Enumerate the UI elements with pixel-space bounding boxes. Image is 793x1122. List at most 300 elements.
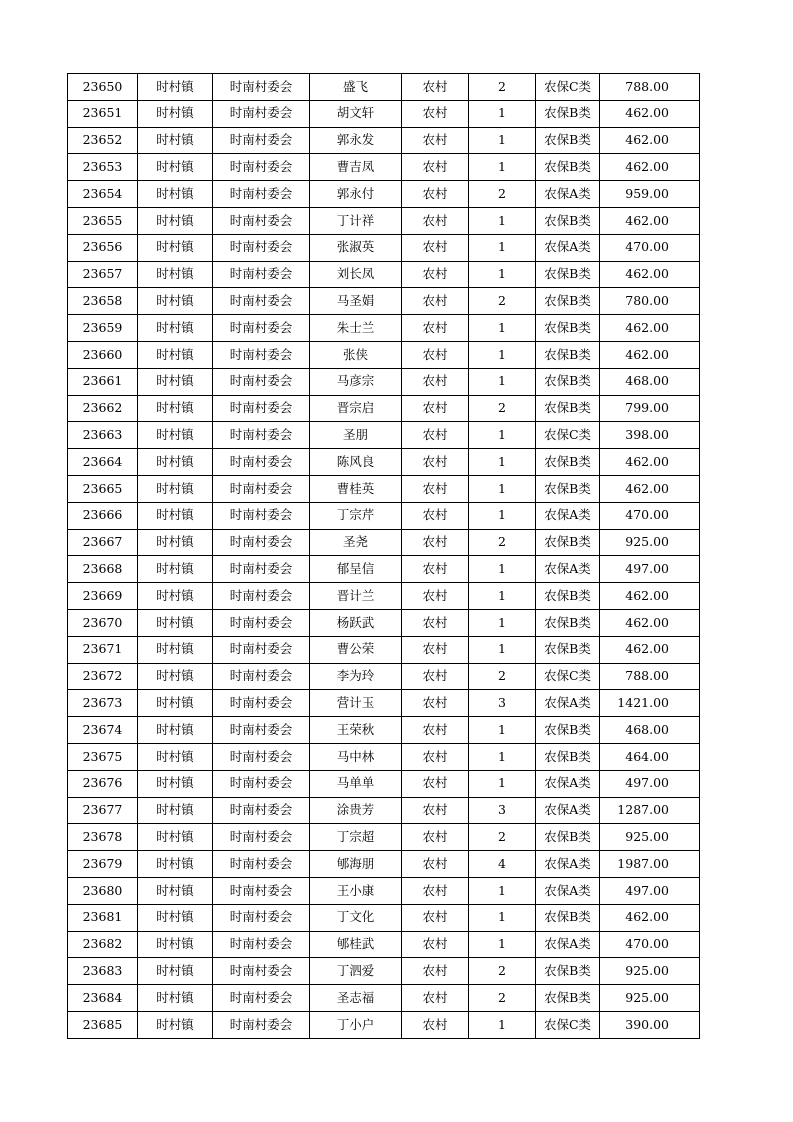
insurance-category-cell: 农保B类 (536, 395, 600, 422)
table-row (68, 690, 700, 717)
table-row (68, 261, 700, 288)
area-type-cell: 农村 (402, 422, 469, 449)
table-row (68, 502, 700, 529)
village-committee-cell: 时南村委会 (213, 609, 310, 636)
record-id-cell: 23662 (68, 395, 138, 422)
town-cell: 时村镇 (138, 100, 213, 127)
record-id-cell: 23651 (68, 100, 138, 127)
record-id-cell: 23677 (68, 797, 138, 824)
household-size-cell: 1 (469, 583, 536, 610)
amount-cell: 1287.00 (600, 797, 700, 824)
town-cell: 时村镇 (138, 529, 213, 556)
village-committee-cell: 时南村委会 (213, 261, 310, 288)
table-row (68, 904, 700, 931)
insurance-category-cell: 农保B类 (536, 743, 600, 770)
table-row (68, 636, 700, 663)
table-row (68, 583, 700, 610)
record-id-cell: 23658 (68, 288, 138, 315)
amount-cell: 462.00 (600, 475, 700, 502)
table-row (68, 743, 700, 770)
area-type-cell: 农村 (402, 181, 469, 208)
table-row (68, 127, 700, 154)
village-committee-cell: 时南村委会 (213, 74, 310, 101)
amount-cell: 390.00 (600, 1011, 700, 1038)
village-committee-cell: 时南村委会 (213, 502, 310, 529)
town-cell: 时村镇 (138, 288, 213, 315)
town-cell: 时村镇 (138, 877, 213, 904)
insurance-category-cell: 农保B类 (536, 154, 600, 181)
record-id-cell: 23671 (68, 636, 138, 663)
record-id-cell: 23683 (68, 958, 138, 985)
amount-cell: 799.00 (600, 395, 700, 422)
town-cell: 时村镇 (138, 341, 213, 368)
table-row (68, 985, 700, 1012)
town-cell: 时村镇 (138, 636, 213, 663)
name-cell: 郭永付 (310, 181, 402, 208)
amount-cell: 925.00 (600, 985, 700, 1012)
village-committee-cell: 时南村委会 (213, 824, 310, 851)
record-id-cell: 23655 (68, 207, 138, 234)
area-type-cell: 农村 (402, 904, 469, 931)
name-cell: 郇桂武 (310, 931, 402, 958)
village-committee-cell: 时南村委会 (213, 958, 310, 985)
amount-cell: 788.00 (600, 74, 700, 101)
town-cell: 时村镇 (138, 207, 213, 234)
insurance-category-cell: 农保C类 (536, 663, 600, 690)
household-size-cell: 1 (469, 315, 536, 342)
insurance-category-cell: 农保B类 (536, 100, 600, 127)
amount-cell: 398.00 (600, 422, 700, 449)
area-type-cell: 农村 (402, 931, 469, 958)
table-row (68, 341, 700, 368)
village-committee-cell: 时南村委会 (213, 288, 310, 315)
insurance-category-cell: 农保A类 (536, 502, 600, 529)
amount-cell: 1987.00 (600, 851, 700, 878)
town-cell: 时村镇 (138, 824, 213, 851)
village-committee-cell: 时南村委会 (213, 985, 310, 1012)
name-cell: 张淑英 (310, 234, 402, 261)
amount-cell: 462.00 (600, 341, 700, 368)
household-size-cell: 1 (469, 422, 536, 449)
record-id-cell: 23682 (68, 931, 138, 958)
town-cell: 时村镇 (138, 931, 213, 958)
village-committee-cell: 时南村委会 (213, 207, 310, 234)
record-id-cell: 23661 (68, 368, 138, 395)
town-cell: 时村镇 (138, 690, 213, 717)
area-type-cell: 农村 (402, 315, 469, 342)
town-cell: 时村镇 (138, 851, 213, 878)
village-committee-cell: 时南村委会 (213, 770, 310, 797)
name-cell: 杨跃武 (310, 609, 402, 636)
town-cell: 时村镇 (138, 663, 213, 690)
household-size-cell: 1 (469, 717, 536, 744)
household-size-cell: 1 (469, 234, 536, 261)
household-size-cell: 2 (469, 824, 536, 851)
insurance-category-cell: 农保C类 (536, 422, 600, 449)
name-cell: 丁文化 (310, 904, 402, 931)
table-row (68, 663, 700, 690)
name-cell: 涂贵芳 (310, 797, 402, 824)
area-type-cell: 农村 (402, 475, 469, 502)
town-cell: 时村镇 (138, 556, 213, 583)
area-type-cell: 农村 (402, 770, 469, 797)
table-row (68, 234, 700, 261)
village-committee-cell: 时南村委会 (213, 154, 310, 181)
record-id-cell: 23668 (68, 556, 138, 583)
insurance-category-cell: 农保B类 (536, 529, 600, 556)
village-committee-cell: 时南村委会 (213, 583, 310, 610)
village-committee-cell: 时南村委会 (213, 449, 310, 476)
amount-cell: 1421.00 (600, 690, 700, 717)
table-row (68, 851, 700, 878)
table-row (68, 931, 700, 958)
town-cell: 时村镇 (138, 502, 213, 529)
name-cell: 马单单 (310, 770, 402, 797)
area-type-cell: 农村 (402, 368, 469, 395)
area-type-cell: 农村 (402, 502, 469, 529)
amount-cell: 470.00 (600, 234, 700, 261)
amount-cell: 470.00 (600, 502, 700, 529)
town-cell: 时村镇 (138, 261, 213, 288)
record-id-cell: 23650 (68, 74, 138, 101)
record-id-cell: 23660 (68, 341, 138, 368)
town-cell: 时村镇 (138, 181, 213, 208)
household-size-cell: 1 (469, 207, 536, 234)
name-cell: 丁泗爱 (310, 958, 402, 985)
town-cell: 时村镇 (138, 368, 213, 395)
household-size-cell: 1 (469, 368, 536, 395)
insurance-category-cell: 农保A类 (536, 770, 600, 797)
household-size-cell: 1 (469, 743, 536, 770)
amount-cell: 925.00 (600, 529, 700, 556)
area-type-cell: 农村 (402, 154, 469, 181)
record-id-cell: 23656 (68, 234, 138, 261)
table-row (68, 315, 700, 342)
record-id-cell: 23678 (68, 824, 138, 851)
insurance-category-cell: 农保A类 (536, 181, 600, 208)
name-cell: 曹吉凤 (310, 154, 402, 181)
insurance-category-cell: 农保A类 (536, 931, 600, 958)
record-id-cell: 23667 (68, 529, 138, 556)
amount-cell: 462.00 (600, 207, 700, 234)
household-size-cell: 1 (469, 261, 536, 288)
area-type-cell: 农村 (402, 529, 469, 556)
insurance-category-cell: 农保C类 (536, 74, 600, 101)
household-size-cell: 1 (469, 502, 536, 529)
amount-cell: 462.00 (600, 127, 700, 154)
area-type-cell: 农村 (402, 851, 469, 878)
village-committee-cell: 时南村委会 (213, 797, 310, 824)
name-cell: 李为玲 (310, 663, 402, 690)
area-type-cell: 农村 (402, 261, 469, 288)
village-committee-cell: 时南村委会 (213, 663, 310, 690)
insurance-category-cell: 农保B类 (536, 717, 600, 744)
name-cell: 圣尧 (310, 529, 402, 556)
village-committee-cell: 时南村委会 (213, 181, 310, 208)
table-row (68, 770, 700, 797)
record-id-cell: 23685 (68, 1011, 138, 1038)
insurance-category-cell: 农保B类 (536, 127, 600, 154)
record-id-cell: 23666 (68, 502, 138, 529)
record-id-cell: 23684 (68, 985, 138, 1012)
record-id-cell: 23675 (68, 743, 138, 770)
household-size-cell: 1 (469, 341, 536, 368)
village-committee-cell: 时南村委会 (213, 422, 310, 449)
insurance-category-cell: 农保B类 (536, 475, 600, 502)
name-cell: 丁小户 (310, 1011, 402, 1038)
insurance-category-cell: 农保B类 (536, 261, 600, 288)
town-cell: 时村镇 (138, 475, 213, 502)
village-committee-cell: 时南村委会 (213, 100, 310, 127)
village-committee-cell: 时南村委会 (213, 690, 310, 717)
record-id-cell: 23654 (68, 181, 138, 208)
village-committee-cell: 时南村委会 (213, 851, 310, 878)
household-size-cell: 1 (469, 770, 536, 797)
village-committee-cell: 时南村委会 (213, 556, 310, 583)
name-cell: 胡文轩 (310, 100, 402, 127)
table-row (68, 288, 700, 315)
record-id-cell: 23674 (68, 717, 138, 744)
area-type-cell: 农村 (402, 958, 469, 985)
record-id-cell: 23681 (68, 904, 138, 931)
insurance-category-cell: 农保A类 (536, 690, 600, 717)
household-size-cell: 1 (469, 877, 536, 904)
insurance-category-cell: 农保A类 (536, 234, 600, 261)
amount-cell: 462.00 (600, 449, 700, 476)
area-type-cell: 农村 (402, 717, 469, 744)
town-cell: 时村镇 (138, 74, 213, 101)
household-size-cell: 2 (469, 288, 536, 315)
town-cell: 时村镇 (138, 422, 213, 449)
name-cell: 郭永发 (310, 127, 402, 154)
amount-cell: 462.00 (600, 904, 700, 931)
town-cell: 时村镇 (138, 797, 213, 824)
household-size-cell: 3 (469, 690, 536, 717)
amount-cell: 497.00 (600, 877, 700, 904)
table-row (68, 422, 700, 449)
village-committee-cell: 时南村委会 (213, 931, 310, 958)
record-id-cell: 23657 (68, 261, 138, 288)
name-cell: 营计玉 (310, 690, 402, 717)
name-cell: 丁计祥 (310, 207, 402, 234)
name-cell: 晋计兰 (310, 583, 402, 610)
name-cell: 曹公荣 (310, 636, 402, 663)
table-row (68, 609, 700, 636)
name-cell: 圣朋 (310, 422, 402, 449)
insurance-category-cell: 农保B类 (536, 824, 600, 851)
area-type-cell: 农村 (402, 449, 469, 476)
amount-cell: 462.00 (600, 100, 700, 127)
table-row (68, 207, 700, 234)
household-size-cell: 1 (469, 1011, 536, 1038)
amount-cell: 462.00 (600, 315, 700, 342)
name-cell: 朱士兰 (310, 315, 402, 342)
household-size-cell: 1 (469, 127, 536, 154)
amount-cell: 959.00 (600, 181, 700, 208)
table-row (68, 181, 700, 208)
table-row (68, 395, 700, 422)
area-type-cell: 农村 (402, 583, 469, 610)
area-type-cell: 农村 (402, 743, 469, 770)
village-committee-cell: 时南村委会 (213, 315, 310, 342)
town-cell: 时村镇 (138, 904, 213, 931)
table-row (68, 154, 700, 181)
household-size-cell: 1 (469, 556, 536, 583)
area-type-cell: 农村 (402, 824, 469, 851)
village-committee-cell: 时南村委会 (213, 743, 310, 770)
table-row (68, 824, 700, 851)
name-cell: 郁呈信 (310, 556, 402, 583)
record-id-cell: 23659 (68, 315, 138, 342)
household-size-cell: 2 (469, 529, 536, 556)
name-cell: 刘长凤 (310, 261, 402, 288)
town-cell: 时村镇 (138, 395, 213, 422)
table-row (68, 958, 700, 985)
table-row (68, 475, 700, 502)
village-committee-cell: 时南村委会 (213, 904, 310, 931)
insurance-category-cell: 农保A类 (536, 877, 600, 904)
amount-cell: 780.00 (600, 288, 700, 315)
name-cell: 马中林 (310, 743, 402, 770)
area-type-cell: 农村 (402, 609, 469, 636)
amount-cell: 462.00 (600, 261, 700, 288)
amount-cell: 462.00 (600, 609, 700, 636)
roster-table (67, 73, 700, 1039)
insurance-category-cell: 农保B类 (536, 368, 600, 395)
insurance-category-cell: 农保B类 (536, 288, 600, 315)
insurance-category-cell: 农保B类 (536, 449, 600, 476)
area-type-cell: 农村 (402, 395, 469, 422)
name-cell: 王荣秋 (310, 717, 402, 744)
record-id-cell: 23679 (68, 851, 138, 878)
amount-cell: 497.00 (600, 770, 700, 797)
household-size-cell: 2 (469, 958, 536, 985)
insurance-category-cell: 农保B类 (536, 207, 600, 234)
town-cell: 时村镇 (138, 743, 213, 770)
insurance-category-cell: 农保B类 (536, 958, 600, 985)
household-size-cell: 2 (469, 74, 536, 101)
town-cell: 时村镇 (138, 717, 213, 744)
insurance-category-cell: 农保B类 (536, 609, 600, 636)
table-row (68, 797, 700, 824)
insurance-category-cell: 农保B类 (536, 636, 600, 663)
area-type-cell: 农村 (402, 1011, 469, 1038)
amount-cell: 470.00 (600, 931, 700, 958)
area-type-cell: 农村 (402, 556, 469, 583)
record-id-cell: 23673 (68, 690, 138, 717)
town-cell: 时村镇 (138, 985, 213, 1012)
village-committee-cell: 时南村委会 (213, 127, 310, 154)
area-type-cell: 农村 (402, 127, 469, 154)
record-id-cell: 23672 (68, 663, 138, 690)
name-cell: 陈风良 (310, 449, 402, 476)
village-committee-cell: 时南村委会 (213, 1011, 310, 1038)
amount-cell: 497.00 (600, 556, 700, 583)
table-row (68, 877, 700, 904)
insurance-category-cell: 农保B类 (536, 985, 600, 1012)
town-cell: 时村镇 (138, 770, 213, 797)
amount-cell: 925.00 (600, 824, 700, 851)
table-row (68, 556, 700, 583)
household-size-cell: 1 (469, 904, 536, 931)
name-cell: 晋宗启 (310, 395, 402, 422)
town-cell: 时村镇 (138, 583, 213, 610)
record-id-cell: 23653 (68, 154, 138, 181)
household-size-cell: 1 (469, 609, 536, 636)
amount-cell: 462.00 (600, 636, 700, 663)
village-committee-cell: 时南村委会 (213, 234, 310, 261)
area-type-cell: 农村 (402, 797, 469, 824)
table-row (68, 1011, 700, 1038)
town-cell: 时村镇 (138, 127, 213, 154)
household-size-cell: 1 (469, 475, 536, 502)
name-cell: 王小康 (310, 877, 402, 904)
town-cell: 时村镇 (138, 449, 213, 476)
village-committee-cell: 时南村委会 (213, 341, 310, 368)
village-committee-cell: 时南村委会 (213, 636, 310, 663)
area-type-cell: 农村 (402, 663, 469, 690)
name-cell: 马彦宗 (310, 368, 402, 395)
household-size-cell: 1 (469, 636, 536, 663)
record-id-cell: 23663 (68, 422, 138, 449)
name-cell: 圣志福 (310, 985, 402, 1012)
village-committee-cell: 时南村委会 (213, 529, 310, 556)
record-id-cell: 23652 (68, 127, 138, 154)
record-id-cell: 23680 (68, 877, 138, 904)
village-committee-cell: 时南村委会 (213, 877, 310, 904)
table-row (68, 717, 700, 744)
record-id-cell: 23669 (68, 583, 138, 610)
household-size-cell: 4 (469, 851, 536, 878)
record-id-cell: 23665 (68, 475, 138, 502)
insurance-category-cell: 农保A类 (536, 797, 600, 824)
area-type-cell: 农村 (402, 341, 469, 368)
household-size-cell: 2 (469, 985, 536, 1012)
household-size-cell: 3 (469, 797, 536, 824)
town-cell: 时村镇 (138, 234, 213, 261)
village-committee-cell: 时南村委会 (213, 368, 310, 395)
village-committee-cell: 时南村委会 (213, 717, 310, 744)
town-cell: 时村镇 (138, 1011, 213, 1038)
town-cell: 时村镇 (138, 609, 213, 636)
record-id-cell: 23676 (68, 770, 138, 797)
area-type-cell: 农村 (402, 207, 469, 234)
name-cell: 丁宗芹 (310, 502, 402, 529)
village-committee-cell: 时南村委会 (213, 395, 310, 422)
area-type-cell: 农村 (402, 636, 469, 663)
name-cell: 丁宗超 (310, 824, 402, 851)
amount-cell: 925.00 (600, 958, 700, 985)
name-cell: 郇海朋 (310, 851, 402, 878)
household-size-cell: 2 (469, 395, 536, 422)
household-size-cell: 1 (469, 154, 536, 181)
roster-body (68, 74, 700, 1039)
area-type-cell: 农村 (402, 234, 469, 261)
area-type-cell: 农村 (402, 74, 469, 101)
record-id-cell: 23664 (68, 449, 138, 476)
table-row (68, 74, 700, 101)
household-size-cell: 1 (469, 100, 536, 127)
name-cell: 曹桂英 (310, 475, 402, 502)
amount-cell: 462.00 (600, 583, 700, 610)
amount-cell: 468.00 (600, 368, 700, 395)
area-type-cell: 农村 (402, 690, 469, 717)
amount-cell: 462.00 (600, 154, 700, 181)
town-cell: 时村镇 (138, 154, 213, 181)
town-cell: 时村镇 (138, 315, 213, 342)
area-type-cell: 农村 (402, 877, 469, 904)
household-size-cell: 1 (469, 931, 536, 958)
